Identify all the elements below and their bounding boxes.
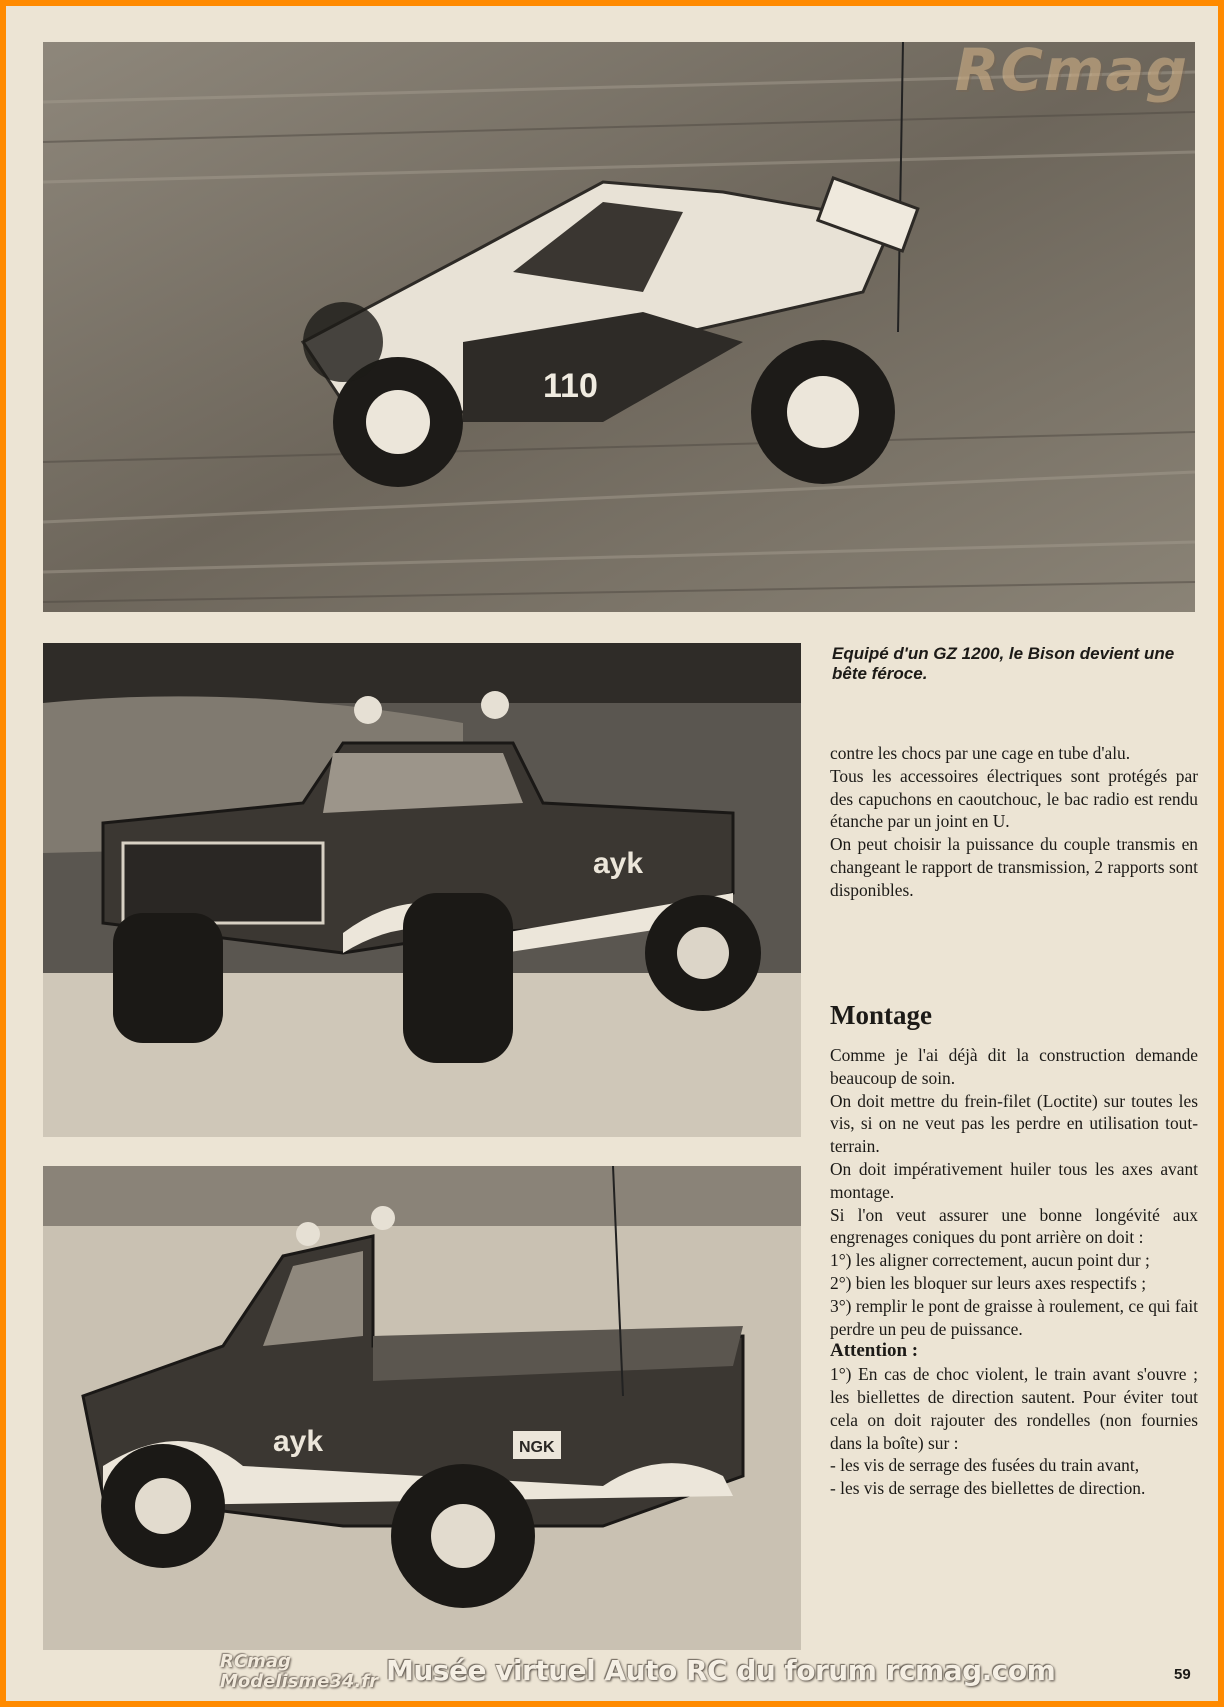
photo-caption: Equipé d'un GZ 1200, le Bison devient une bête féroce. bbox=[832, 644, 1175, 683]
pickup-rear-photo bbox=[43, 1166, 801, 1650]
page-number: 59 bbox=[1174, 1666, 1191, 1683]
pickup-rear-sponsor: ayk bbox=[273, 1425, 324, 1458]
footer-logo-line2: Modelisme34.fr bbox=[220, 1671, 378, 1692]
pickup-front-sponsor: ayk bbox=[593, 847, 644, 880]
section-title: Montage bbox=[830, 1000, 932, 1030]
ngk-badge: NGK bbox=[519, 1439, 555, 1456]
footer-watermark: Musée virtuel Auto RC du forum rcmag.com bbox=[386, 1654, 1056, 1687]
list-item: - les vis de serrage des biellettes de direction. bbox=[830, 1478, 1146, 1499]
pickup-front-photo bbox=[43, 643, 801, 1137]
article-column-montage bbox=[830, 1044, 1198, 1500]
buggy-illustration bbox=[43, 42, 1195, 612]
pickup-front-illustration bbox=[43, 643, 801, 1137]
footer-logo-line1: RCmag bbox=[220, 1651, 291, 1672]
article-column-intro bbox=[830, 742, 1198, 902]
logo-wordmark: RCmag bbox=[954, 36, 1188, 104]
buggy-number: 110 bbox=[543, 367, 598, 405]
buggy-photo bbox=[43, 42, 1195, 612]
pickup-rear-illustration bbox=[43, 1166, 801, 1650]
paragraph: Comme je l'ai déjà dit la construction demande beaucoup de soin. bbox=[830, 1045, 1198, 1088]
paragraph: Tous les accessoires électriques sont protégés par des capuchons en caoutchouc, le bac radio est rendu étanche par un joint en U. bbox=[830, 765, 1198, 832]
attention-title: Attention : bbox=[830, 1340, 919, 1362]
paragraph: 1°) En cas de choc violent, le train avant s'ouvre ; les biellettes de direction sautent. Pour éviter tout cela on doit rajouter des rondelles (non fournies dans la boîte) sur : bbox=[830, 1364, 1198, 1453]
paragraph: contre les chocs par une cage en tube d'alu. bbox=[830, 743, 1131, 763]
paragraph: On doit impérativement huiler tous les axes avant montage. bbox=[830, 1158, 1198, 1202]
paragraph: On peut choisir la puissance du couple transmis en changeant le rapport de transmission, 2 rapports sont disponibles. bbox=[830, 834, 1198, 900]
paragraph: Si l'on veut assurer une bonne longévité aux engrenages coniques du pont arrière on doit : bbox=[830, 1204, 1198, 1248]
paragraph: On doit mettre du frein-filet (Loctite) sur toutes les vis, si on ne veut pas les perdre en utilisation tout-terrain. bbox=[830, 1090, 1198, 1157]
list-item: - les vis de serrage des fusées du train avant, bbox=[830, 1455, 1140, 1476]
list-item: 1°) les aligner correctement, aucun point dur ; bbox=[830, 1250, 1150, 1271]
list-item: 3°) remplir le pont de graisse à roulement, ce qui fait perdre un peu de puissance. bbox=[830, 1295, 1198, 1339]
list-item: 2°) bien les bloquer sur leurs axes respectifs ; bbox=[830, 1272, 1147, 1293]
footer-logo bbox=[220, 1652, 378, 1692]
rcmag-logo bbox=[955, 36, 1188, 104]
